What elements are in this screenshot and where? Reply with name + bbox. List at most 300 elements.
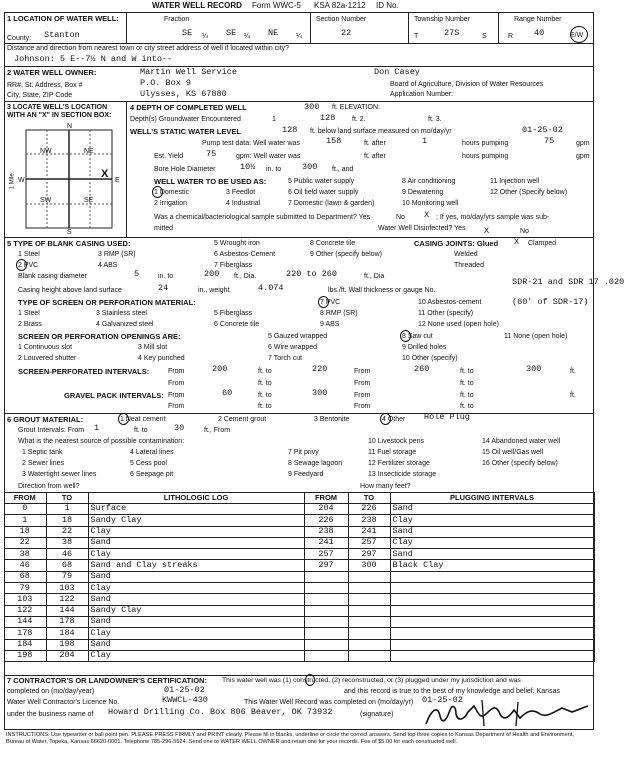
use-industrial: 4 Industrial (226, 200, 261, 207)
src-lagoon: 8 Sewage lagoon (288, 460, 343, 467)
gp-from-2: From (354, 392, 371, 399)
constructed-circle (305, 674, 315, 686)
from-cell: 38 (4, 549, 46, 560)
use-ac: 8 Air conditioning (402, 178, 456, 185)
casing-pvc: 2 PVC (18, 262, 39, 269)
id-label: ID No. (376, 1, 399, 10)
height-label: Casing height above land surface (18, 287, 122, 294)
township-label: Township Number (414, 16, 471, 23)
quarter-mark: ¼ (296, 33, 302, 40)
s3-label: 3 LOCATE WELL'S LOCATION WITH AN "X" IN SECTION BOX: (7, 104, 112, 119)
sp-from-4: From (354, 380, 371, 387)
s2-label: 2 WATER WELL OWNER: (7, 68, 97, 77)
lithology-cell: Sand (88, 537, 304, 548)
height-value: 24 (158, 283, 169, 293)
col-from-2: FROM (304, 493, 348, 504)
perf-label: SCREEN OR PERFORATION OPENINGS ARE: (18, 332, 181, 341)
plug-to-cell (348, 650, 390, 661)
grout-bentonite: 3 Bentonite (314, 416, 350, 423)
sp-to-2: ft. to (460, 368, 474, 375)
sp1-from: 200 (212, 364, 228, 374)
table-row (4, 504, 594, 515)
use-irrigation: 2 Irrigation (154, 200, 188, 207)
lithology-cell: Clay (88, 583, 304, 594)
screen-none: 12 None used (open hole) (418, 321, 499, 328)
water-well-record-form (4, 1, 624, 756)
plug-to-cell (348, 605, 390, 616)
screen-brass: 2 Brass (18, 321, 42, 328)
gp-label: GRAVEL PACK INTERVALS: (64, 391, 164, 400)
gw-3-label: ft. 3. (428, 116, 442, 123)
src-other: 16 Other (specify below) (482, 460, 558, 467)
mile-label: 1 Mile (9, 173, 16, 190)
to-cell: 184 (46, 628, 88, 639)
plug-from-cell (304, 583, 348, 594)
plug-to-cell: 241 (348, 526, 390, 537)
plug-to-cell (348, 571, 390, 582)
bore-in: in. to (266, 166, 282, 173)
table-row (4, 639, 594, 650)
plug-to-cell: 257 (348, 537, 390, 548)
address-label: RR#, St. Address, Box # (7, 82, 83, 89)
src-insecticide: 13 Insecticide storage (368, 471, 437, 478)
t-mark: T (414, 33, 419, 40)
src-watertight: 3 Watertight sewer lines (22, 471, 97, 478)
gp-to: ft. to (258, 392, 272, 399)
s-mark: S (482, 33, 487, 40)
plug-desc-cell (390, 628, 594, 639)
direction-label: Direction from well? (18, 483, 80, 490)
application-label: Application Number: (390, 91, 454, 98)
src-fertilizer: 12 Fertilizer storage (368, 460, 430, 467)
from-cell: 103 (4, 594, 46, 605)
screen-other: 11 Other (specify) (418, 310, 474, 317)
yield-gpm: gpm: Well water was (236, 153, 301, 160)
form-title: WATER WELL RECORD (152, 1, 242, 10)
sp1-to: 220 (312, 364, 328, 374)
q2: SE (226, 28, 237, 38)
joints-x: X (514, 237, 520, 247)
casing-fiberglass: 7 Fiberglass (214, 262, 253, 269)
gp-ft: ft. (570, 392, 576, 399)
gp-to-3: ft. to (258, 403, 272, 410)
ew-circle (570, 26, 588, 43)
plug-from-cell: 257 (304, 549, 348, 560)
gpm-label: gpm (576, 140, 590, 147)
bore-ft: 300 (302, 162, 318, 172)
screen-galvanized: 4 Galvanized steel (96, 321, 154, 328)
gp-from-4: From (354, 403, 371, 410)
from-cell: 122 (4, 605, 46, 616)
owner-city: Ulysses, KS 67880 (140, 89, 227, 99)
chem-rest: ; If yes, mo/day/yrs sample was sub- (436, 214, 550, 221)
gp-to-4: ft. to (460, 403, 474, 410)
lbs-label: lbs./ft. Wall thickness or gauge No. (328, 287, 436, 294)
table-row (4, 515, 594, 526)
table-row (4, 605, 594, 616)
from-cell: 68 (4, 571, 46, 582)
sp-to-4: ft. to (460, 380, 474, 387)
src-seepage: 6 Seepage pit (130, 471, 174, 478)
s5-label: 5 TYPE OF BLANK CASING USED: (7, 239, 131, 248)
dia-ft: 200 (204, 269, 220, 279)
disinfected-x: X (484, 226, 490, 236)
sp-label: SCREEN-PERFORATED INTERVALS: (18, 367, 150, 376)
plug-to-cell: 297 (348, 549, 390, 560)
lithology-cell: Clay (88, 526, 304, 537)
plug-from-cell: 241 (304, 537, 348, 548)
plug-from-cell: 238 (304, 526, 348, 537)
grout-other: 4 Other (382, 416, 406, 423)
lithology-cell: Sand (88, 639, 304, 650)
cert-line1: This water well was (1) constructed, (2) reconstructed, or (3) plugged under my jurisdiction and was (222, 677, 521, 684)
range-label: Range Number (514, 16, 562, 23)
bore-label: Bore Hole Diameter (154, 166, 216, 173)
perf-louvered: 2 Louvered shutter (18, 355, 77, 362)
use-lawn: 7 Domestic (lawn & garden) (288, 200, 375, 207)
plug-from-cell (304, 628, 348, 639)
dia-to-2: ft., Dia (364, 273, 385, 280)
location-x: X (101, 168, 109, 180)
disinfected-label: Water Well Disinfected? Yes (378, 225, 466, 232)
plug-from-cell (304, 616, 348, 627)
plug-from-cell: 226 (304, 515, 348, 526)
license-value: KWWCL-430 (162, 695, 208, 705)
plug-desc-cell: Clay (390, 537, 594, 548)
sp-ft: ft. (570, 368, 576, 375)
use-oilfield: 6 Oil field water supply (288, 189, 359, 196)
table-row (4, 594, 594, 605)
casing-concrete: 8 Concrete tile (310, 240, 356, 247)
table-row (4, 560, 594, 571)
sp2-to: 300 (526, 364, 542, 374)
to-cell: 46 (46, 549, 88, 560)
mitted-label: mitted (154, 225, 174, 232)
to-cell: 144 (46, 605, 88, 616)
grout-from: 1 (94, 423, 100, 433)
screen-pvc-circle (318, 296, 329, 308)
grout-neat: 1 Neat cement (120, 416, 166, 423)
table-row (4, 571, 594, 582)
perf-mill: 3 Mill slot (138, 344, 168, 351)
from-cell: 184 (4, 639, 46, 650)
sw-label: SW (40, 197, 52, 204)
plug-from-cell (304, 639, 348, 650)
completed2-date: 01-25-02 (422, 695, 463, 705)
s6-label: 6 GROUT MATERIAL: (7, 415, 84, 424)
owner-address: P.O. Box 9 (140, 78, 192, 88)
signature (422, 695, 592, 730)
from-cell: 79 (4, 583, 46, 594)
chem-question: Was a chemical/bacteriological sample submitted to Department? Yes (154, 214, 371, 221)
form-number: Form WWC-5 (252, 1, 301, 10)
table-row (4, 537, 594, 548)
src-septic: 1 Septic tank (22, 449, 63, 456)
casing-wrought: 5 Wrought iron (214, 240, 260, 247)
license-label: Water Well Contractor's Licence No. (7, 699, 120, 706)
sdr2-value: (60' of SDR-17) (512, 297, 589, 307)
to-cell: 103 (46, 583, 88, 594)
plug-desc-cell (390, 650, 594, 661)
to-cell: 204 (46, 650, 88, 661)
completed2-label: This Water Well Record was completed on (mo/day/yr) (244, 699, 414, 706)
business-value: Howard Drilling Co. Box 806 Beaver, OK 73932 (108, 707, 333, 717)
lithology-cell: Sand (88, 594, 304, 605)
lithology-cell: Sand (88, 571, 304, 582)
from-cell: 178 (4, 628, 46, 639)
plug-desc-cell: Sand (390, 526, 594, 537)
groundwater-value: 128 (320, 113, 336, 123)
section-label: Section Number (316, 16, 367, 23)
src-fuel: 11 Fuel storage (368, 449, 417, 456)
perf-continuous: 1 Continuous slot (18, 344, 73, 351)
static-value: 128 (282, 125, 298, 135)
quarter-mark: ¼ (202, 33, 208, 40)
lithology-cell: Clay (88, 650, 304, 661)
src-oilgas: 15 Oil well/Gas well (482, 449, 544, 456)
s7-label: 7 CONTRACTOR'S OR LANDOWNER'S CERTIFICATION: (7, 676, 207, 685)
grout-to: ft. to (134, 427, 148, 434)
plug-from-cell (304, 605, 348, 616)
lithology-cell: Sandy Clay (88, 515, 304, 526)
screen-stainless: 3 Stainless steel (96, 310, 147, 317)
col-litho: LITHOLOGIC LOG (88, 493, 304, 504)
table-row (4, 650, 594, 661)
plug-desc-cell (390, 583, 594, 594)
depth-value: 300 (304, 102, 320, 112)
casing-rmp: 3 RMP (SR) (98, 251, 136, 258)
plug-desc-cell (390, 639, 594, 650)
ew-mark: E/W (570, 32, 584, 39)
business-label: under the business name of (7, 711, 94, 718)
lithology-cell: Clay (88, 549, 304, 560)
perf-torch: 7 Torch cut (268, 355, 303, 362)
lithology-cell: Clay (88, 628, 304, 639)
plug-from-cell (304, 594, 348, 605)
county-label: County: (7, 35, 32, 42)
use-other: 12 Other (Specify below) (490, 189, 568, 196)
dia-label: Blank casing diameter (18, 273, 87, 280)
screen-rmp: 8 RMP (SR) (320, 310, 358, 317)
casing-other: 9 Other (specify below) (310, 251, 382, 258)
s4-label: 4 DEPTH OF COMPLETED WELL (130, 103, 247, 112)
grout-ft: ft., From (204, 427, 231, 434)
plug-to-cell (348, 639, 390, 650)
table-row (4, 628, 594, 639)
from-cell: 18 (4, 526, 46, 537)
county-value: Stanton (44, 30, 80, 40)
dia-to: in. to (158, 273, 174, 280)
welded-label: Welded (454, 251, 478, 258)
screen-pvc: 7 PVC (320, 299, 341, 306)
plug-desc-cell (390, 616, 594, 627)
to-cell: 122 (46, 594, 88, 605)
src-lateral: 4 Lateral lines (130, 449, 174, 456)
col-to-2: TO (348, 493, 390, 504)
use-monitoring: 10 Monitoring well (402, 200, 459, 207)
from-cell: 0 (4, 504, 46, 515)
src-livestock: 10 Livestock pens (368, 438, 425, 445)
weight-label: in., weight (198, 287, 230, 294)
s1-label: 1 LOCATION OF WATER WELL: (7, 14, 119, 23)
city-label: City, State, ZIP Code (7, 92, 73, 99)
fraction-label: Fraction (164, 16, 190, 23)
src-privy: 7 Pit privy (288, 449, 319, 456)
plug-desc-cell: Black Clay (390, 560, 594, 571)
quarter-mark: ¼ (244, 33, 250, 40)
to-cell: 79 (46, 571, 88, 582)
perf-other: 10 Other (specify) (402, 355, 458, 362)
township-value: 27S (444, 28, 460, 38)
plug-desc-cell: Clay (390, 515, 594, 526)
after-label: ft. after (364, 140, 386, 147)
pump-gpm: 75 (544, 136, 555, 146)
plug-to-cell: 300 (348, 560, 390, 571)
perf-saw: 8 Saw cut (402, 333, 433, 340)
bore-and: ft., and (332, 166, 354, 173)
owner-name: Martin Well Service (140, 67, 237, 77)
grout-other-value: Hole Plug (424, 412, 470, 422)
lithology-cell: Sand and Clay streaks (88, 560, 304, 571)
plug-from-cell (304, 650, 348, 661)
clamped-label: Clamped (528, 240, 557, 247)
range-value: 40 (534, 28, 545, 38)
static-desc: ft. below land surface measured on mo/day/yr (310, 128, 452, 135)
gp1-from: 60 (222, 388, 233, 398)
table-row (4, 526, 594, 537)
perf-wire: 6 Wire wrapped (268, 344, 318, 351)
plug-to-cell (348, 616, 390, 627)
table-row (4, 616, 594, 627)
pump-label: Pump test data: Well water was (202, 140, 300, 147)
gp-to-2: ft. to (460, 392, 474, 399)
use-label: WELL WATER TO BE USED AS: (154, 177, 267, 186)
ksa-ref: KSA 82a-1212 (314, 1, 366, 10)
sp-from-3: From (168, 380, 185, 387)
perf-gauzed: 5 Gauzed wrapped (268, 333, 328, 340)
sdr-value: SDR-21 and SDR 17 .020 (512, 277, 624, 287)
to-cell: 178 (46, 616, 88, 627)
from-cell: 46 (4, 560, 46, 571)
perf-none: 11 None (open hole) (504, 333, 568, 340)
instructions: INSTRUCTIONS: Use typewriter or ball point pen. PLEASE PRESS FIRMLY and PRINT clearly. Please fill in blanks, underline or circle the correct answers. Send top three copies to Kansas Department of Health and Environment, Bureau of Water, Topeka, Kansas 66620-0001. Telephone 785-296-5524. Send one to WATER WELL OWNER and retain one for your records. Fee of $5.00 for each constructed well. (6, 732, 574, 745)
gw-index: 1 (272, 116, 276, 123)
gp-from-3: From (168, 403, 185, 410)
perf-drilled: 9 Drilled holes (402, 344, 447, 351)
table-row (4, 549, 594, 560)
sp-to: ft. to (258, 368, 272, 375)
screen-asbestos: 10 Asbestos-cement (418, 299, 482, 306)
grout-to-value: 30 (174, 423, 185, 433)
plug-desc-cell (390, 605, 594, 616)
from-cell: 22 (4, 537, 46, 548)
joints-label: CASING JOINTS: Glued (414, 239, 499, 248)
src-sewer: 2 Sewer lines (22, 460, 65, 467)
to-cell: 198 (46, 639, 88, 650)
gp1-to: 300 (312, 388, 328, 398)
pump-value: 158 (326, 136, 342, 146)
pump-hours: 1 (422, 136, 428, 146)
lithology-cell: Surface (88, 504, 304, 515)
elevation-label: ft. ELEVATION: (332, 104, 380, 111)
distance-label: Distance and direction from nearest town or city street address of well if located within city? (7, 45, 290, 52)
use-domestic: 1 Domestic (154, 189, 190, 196)
plug-to-cell (348, 628, 390, 639)
pvc-circle (16, 259, 27, 271)
owner-contact: Don Casey (374, 67, 420, 77)
west-label: W (18, 177, 25, 184)
use-injection: 11 Injection well (490, 178, 540, 185)
src-abandoned: 14 Abandoned water well (482, 438, 561, 445)
static-label: WELL'S STATIC WATER LEVEL (130, 127, 241, 136)
col-plug: PLUGGING INTERVALS (390, 493, 594, 504)
to-cell: 1 (46, 504, 88, 515)
to-cell: 18 (46, 515, 88, 526)
r-mark: R (508, 33, 514, 40)
how-many-label: How many feet? (360, 483, 411, 490)
use-circle (152, 186, 163, 198)
plug-desc-cell (390, 571, 594, 582)
contamination-label: What is the nearest source of possible contamination: (18, 438, 185, 445)
sp-from-2: From (354, 368, 371, 375)
gpm-label-2: gpm (576, 153, 590, 160)
table-row (4, 583, 594, 594)
screen-label: TYPE OF SCREEN OR PERFORATION MATERIAL: (18, 298, 196, 307)
gp-from: From (168, 392, 185, 399)
lithology-cell: Sand (88, 616, 304, 627)
q3: NE (268, 28, 279, 38)
plug-to-cell: 238 (348, 515, 390, 526)
disinfected-no: No (520, 228, 529, 235)
plug-to-cell (348, 594, 390, 605)
use-dewatering: 9 Dewatering (402, 189, 444, 196)
ft-dia: ft., Dia. (234, 273, 257, 280)
cert-line2: and this record is true to the best of my knowledge and belief. Kansas (344, 688, 560, 695)
hours-pumping-2: hours pumping (462, 153, 509, 160)
casing-steel: 1 Steel (18, 251, 40, 258)
to-cell: 22 (46, 526, 88, 537)
src-cesspool: 5 Cess pool (130, 460, 167, 467)
yield-label: Est. Yield (154, 153, 184, 160)
plug-from-cell: 297 (304, 560, 348, 571)
plug-from-cell: 204 (304, 504, 348, 515)
ne-label: NE (84, 148, 94, 155)
grout-cement: 2 Cement grout (218, 416, 267, 423)
threaded-label: Threaded (454, 262, 484, 269)
q1: SE (182, 28, 193, 38)
from-cell: 198 (4, 650, 46, 661)
hours-pumping: hours pumping (462, 140, 509, 147)
saw-circle (400, 330, 411, 342)
north-label: N (67, 123, 73, 130)
south-label: S (67, 229, 72, 236)
plug-to-cell (348, 583, 390, 594)
nw-label: NW (40, 148, 52, 155)
sp2-from: 260 (414, 364, 430, 374)
screen-fiberglass: 5 Fiberglass (214, 310, 253, 317)
perf-key: 4 Key punched (138, 355, 185, 362)
src-feedyard: 9 Feedyard (288, 471, 324, 478)
groundwater-label: Depth(s) Groundwater Encountered (130, 116, 241, 123)
se-label: SE (84, 197, 94, 204)
lithologic-log-table (4, 492, 595, 662)
static-date: 01-25-02 (522, 125, 563, 135)
sp-to-3: ft. to (258, 380, 272, 387)
from-cell: 1 (4, 515, 46, 526)
grout-interval-label: Grout Intervals: From (18, 427, 85, 434)
chem-x: X (424, 210, 430, 220)
use-public: 5 Public water supply (288, 178, 355, 185)
